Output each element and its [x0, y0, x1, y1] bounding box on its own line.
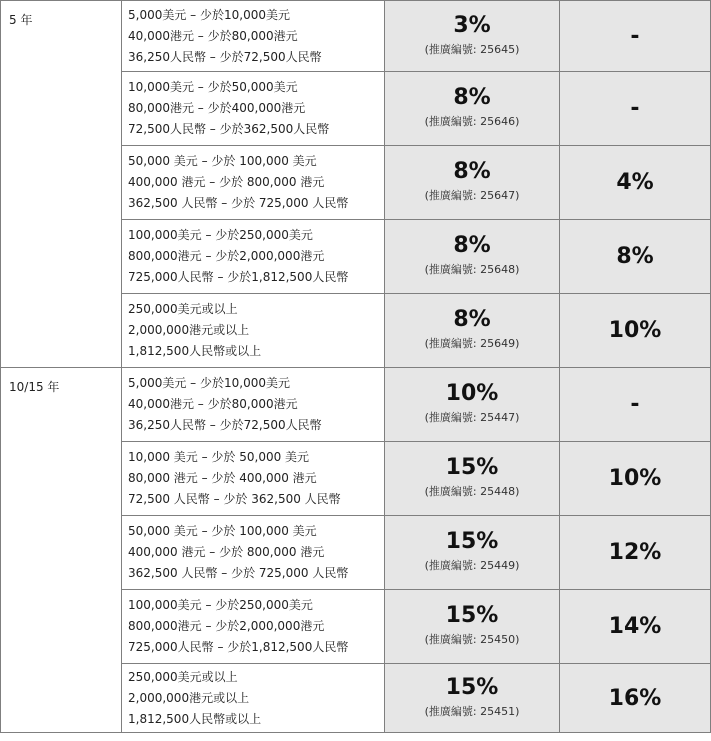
- rate-cell: [385, 664, 560, 733]
- rate-cell: [385, 294, 560, 368]
- rate-value: 8%: [453, 159, 491, 184]
- cny-range: 36,250人民幣 – 少於72,500人民幣: [128, 49, 322, 64]
- usd-range: 5,000美元 – 少於10,000美元: [128, 376, 290, 390]
- bonus-cell: [560, 146, 711, 220]
- hkd-range: 400,000 港元 – 少於 800,000 港元: [128, 175, 325, 189]
- hkd-range: 80,000港元 – 少於400,000港元: [128, 101, 306, 115]
- premium-range-cell: [122, 368, 385, 442]
- rate-value: 10%: [445, 381, 499, 406]
- rate-cell: [385, 516, 560, 590]
- promo-code: (推廣編號: 25648): [424, 263, 520, 276]
- rate-cell: [385, 220, 560, 294]
- hkd-range: 40,000港元 – 少於80,000港元: [128, 28, 298, 43]
- rate-value: 8%: [453, 85, 491, 110]
- table-row: [1, 368, 711, 442]
- bonus-value: 14%: [608, 614, 662, 639]
- promo-code: (推廣編號: 25448): [424, 485, 520, 498]
- rate-cell: [385, 368, 560, 442]
- bonus-cell: [560, 1, 711, 72]
- hkd-range: 2,000,000港元或以上: [128, 690, 250, 705]
- rate-value: 3%: [453, 12, 491, 38]
- bonus-value: -: [630, 96, 640, 121]
- bonus-cell: [560, 368, 711, 442]
- premium-range-cell: [122, 516, 385, 590]
- usd-range: 50,000 美元 – 少於 100,000 美元: [128, 154, 317, 168]
- premium-range-cell: [122, 294, 385, 368]
- bonus-value: -: [630, 392, 640, 417]
- hkd-range: 2,000,000港元或以上: [128, 323, 250, 337]
- cny-range: 72,500 人民幣 – 少於 362,500 人民幣: [128, 492, 341, 506]
- usd-range: 10,000美元 – 少於50,000美元: [128, 80, 298, 94]
- hkd-range: 800,000港元 – 少於2,000,000港元: [128, 619, 325, 633]
- rate-value: 15%: [445, 455, 499, 480]
- rate-value: 15%: [445, 603, 499, 628]
- premium-range-cell: [122, 220, 385, 294]
- bonus-value: 10%: [608, 318, 662, 343]
- rate-cell: [385, 72, 560, 146]
- cny-range: 72,500人民幣 – 少於362,500人民幣: [128, 122, 330, 136]
- premium-range-cell: [122, 664, 385, 733]
- premium-range-cell: [122, 146, 385, 220]
- usd-range: 10,000 美元 – 少於 50,000 美元: [128, 450, 310, 464]
- usd-range: 250,000美元或以上: [128, 669, 238, 684]
- premium-range-cell: [122, 72, 385, 146]
- cny-range: 362,500 人民幣 – 少於 725,000 人民幣: [128, 196, 349, 210]
- usd-range: 50,000 美元 – 少於 100,000 美元: [128, 524, 317, 538]
- bonus-value: 12%: [608, 540, 662, 565]
- usd-range: 100,000美元 – 少於250,000美元: [128, 598, 313, 612]
- bonus-cell: [560, 590, 711, 664]
- rate-value: 15%: [445, 674, 499, 700]
- promo-code: (推廣編號: 25649): [424, 337, 520, 350]
- hkd-range: 80,000 港元 – 少於 400,000 港元: [128, 471, 317, 485]
- cny-range: 725,000人民幣 – 少於1,812,500人民幣: [128, 270, 349, 284]
- promo-code: (推廣編號: 25450): [424, 633, 520, 646]
- rate-cell: [385, 442, 560, 516]
- bonus-value: 10%: [608, 466, 662, 491]
- premium-range-cell: [122, 1, 385, 72]
- usd-range: 100,000美元 – 少於250,000美元: [128, 228, 313, 242]
- rate-cell: [385, 590, 560, 664]
- promo-code: (推廣編號: 25645): [424, 42, 520, 56]
- bonus-value: 4%: [616, 170, 654, 195]
- premium-range-cell: [122, 442, 385, 516]
- hkd-range: 40,000港元 – 少於80,000港元: [128, 397, 298, 411]
- bonus-value: 16%: [608, 685, 662, 711]
- bonus-cell: [560, 664, 711, 733]
- cny-range: 362,500 人民幣 – 少於 725,000 人民幣: [128, 566, 349, 580]
- bonus-cell: [560, 442, 711, 516]
- term-cell: 5 年: [1, 1, 122, 368]
- cny-range: 725,000人民幣 – 少於1,812,500人民幣: [128, 640, 349, 654]
- rate-cell: [385, 1, 560, 72]
- hkd-range: 800,000港元 – 少於2,000,000港元: [128, 249, 325, 263]
- promo-code: (推廣編號: 25449): [424, 559, 520, 572]
- cny-range: 1,812,500人民幣或以上: [128, 711, 262, 726]
- promo-code: (推廣編號: 25647): [424, 189, 520, 202]
- rate-value: 15%: [445, 529, 499, 554]
- bonus-cell: [560, 72, 711, 146]
- premium-range-cell: [122, 590, 385, 664]
- usd-range: 250,000美元或以上: [128, 302, 238, 316]
- usd-range: 5,000美元 – 少於10,000美元: [128, 7, 290, 22]
- promo-code: (推廣編號: 25646): [424, 115, 520, 128]
- cny-range: 1,812,500人民幣或以上: [128, 344, 262, 358]
- promo-code: (推廣編號: 25447): [424, 411, 520, 424]
- bonus-value: 8%: [616, 244, 654, 269]
- rate-value: 8%: [453, 233, 491, 258]
- bonus-cell: [560, 294, 711, 368]
- cny-range: 36,250人民幣 – 少於72,500人民幣: [128, 418, 322, 432]
- promo-code: (推廣編號: 25451): [424, 704, 520, 718]
- rate-value: 8%: [453, 307, 491, 332]
- hkd-range: 400,000 港元 – 少於 800,000 港元: [128, 545, 325, 559]
- table-row: [1, 1, 711, 72]
- term-cell: 10/15 年: [1, 368, 122, 733]
- bonus-cell: [560, 516, 711, 590]
- bonus-cell: [560, 220, 711, 294]
- rate-cell: [385, 146, 560, 220]
- bonus-value: -: [630, 23, 640, 49]
